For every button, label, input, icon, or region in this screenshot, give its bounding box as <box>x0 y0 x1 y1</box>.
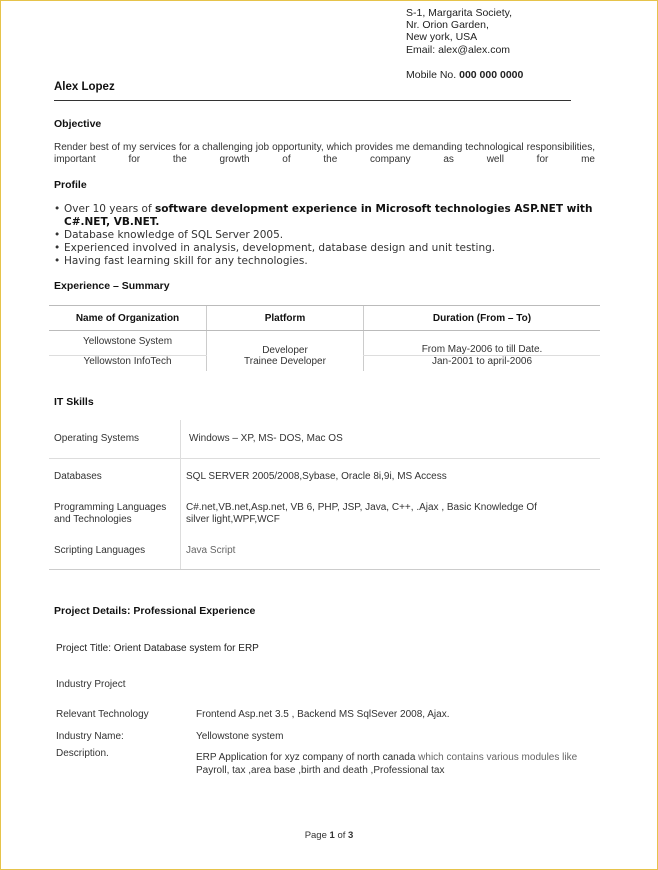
column-header: Duration (From – To) <box>364 306 601 331</box>
skill-value: SQL SERVER 2005/2008,Sybase, Oracle 8i,9i, MS Access <box>186 471 447 482</box>
list-item: • Experienced involved in analysis, development, database design and unit testing. <box>54 242 614 255</box>
objective-heading: Objective <box>54 118 102 130</box>
profile-heading: Profile <box>54 179 87 191</box>
description-label: Description. <box>56 748 109 759</box>
skill-value: C#.net,VB.net,Asp.net, VB 6, PHP, JSP, Java, C++, .Ajax , Basic Knowledge Of silver light,WPF,WCF <box>186 502 537 525</box>
current-page: 1 <box>329 830 335 841</box>
profile-list <box>54 203 614 268</box>
address-line: Nr. Orion Garden, <box>406 19 489 32</box>
it-skills-table <box>49 420 600 570</box>
name-divider <box>54 100 571 101</box>
footer-page-text: Page <box>304 830 330 841</box>
table-row-group <box>49 459 600 570</box>
profile-item-bold: software development experience in Microsoft technologies ASP.NET with C#.NET, VB.NET. <box>64 203 593 228</box>
experience-table <box>49 305 600 371</box>
table-row <box>49 331 600 356</box>
table-cell: Jan-2001 to april-2006 <box>364 356 601 371</box>
description-tail: which contains various modules like <box>418 752 578 763</box>
project-type: Industry Project <box>56 679 126 690</box>
footer-of-text: of <box>334 830 349 841</box>
project-heading: Project Details: Professional Experience <box>54 605 256 617</box>
project-title: Project Title: Orient Database system for ERP <box>56 643 259 654</box>
skill-label: Programming Languages and Technologies <box>54 502 167 525</box>
skill-label: Operating Systems <box>54 433 140 444</box>
tech-label: Relevant Technology <box>56 709 149 720</box>
page-footer <box>1 830 657 841</box>
table-row <box>49 420 600 459</box>
list-item <box>54 203 614 229</box>
address-line: New york, USA <box>406 31 478 44</box>
description-line-2: Payroll, tax ,area base ,birth and death ,Professional tax <box>196 765 445 776</box>
table-cell: Yellowston InfoTech <box>83 356 172 367</box>
skill-label: Databases <box>54 471 102 482</box>
table-header-row <box>49 306 600 331</box>
mobile-label: Mobile No. <box>406 69 457 81</box>
table-cell: Yellowstone System <box>49 331 207 356</box>
candidate-name: Alex Lopez <box>54 81 115 93</box>
address-line: S-1, Margarita Society, <box>406 7 513 19</box>
column-header: Platform <box>207 306 364 331</box>
industry-label: Industry Name: <box>56 731 124 742</box>
address-block <box>406 7 512 56</box>
profile-item-text: Over 10 years of <box>64 203 155 215</box>
email-line: Email: alex@alex.com <box>406 43 511 56</box>
experience-heading: Experience – Summary <box>54 280 170 292</box>
total-pages: 3 <box>348 830 354 841</box>
description-main: ERP Application for xyz company of north canada <box>196 752 416 763</box>
objective-text: Render best of my services for a challenging job opportunity, which provides me demanding technological responsibilities, important for the growth of the company as well for me <box>54 142 595 165</box>
it-skills-heading: IT Skills <box>54 396 94 408</box>
table-cell: Developer <box>207 331 364 356</box>
mobile-line <box>406 69 523 81</box>
description-line <box>196 752 577 763</box>
column-header: Name of Organization <box>49 306 207 331</box>
table-cell: From May-2006 to till Date. <box>364 331 601 356</box>
list-item: • Having fast learning skill for any technologies. <box>54 255 614 268</box>
skill-value: Windows – XP, MS- DOS, Mac OS <box>189 433 343 444</box>
skill-value: Java Script <box>186 545 236 556</box>
industry-value: Yellowstone system <box>196 731 284 742</box>
table-cell: Trainee Developer <box>207 356 364 371</box>
mobile-value: 000 000 0000 <box>459 69 524 81</box>
skill-label: Scripting Languages <box>54 545 146 556</box>
table-row <box>49 356 600 371</box>
tech-value: Frontend Asp.net 3.5 , Backend MS SqlSever 2008, Ajax. <box>196 709 450 720</box>
list-item: • Database knowledge of SQL Server 2005. <box>54 229 614 242</box>
